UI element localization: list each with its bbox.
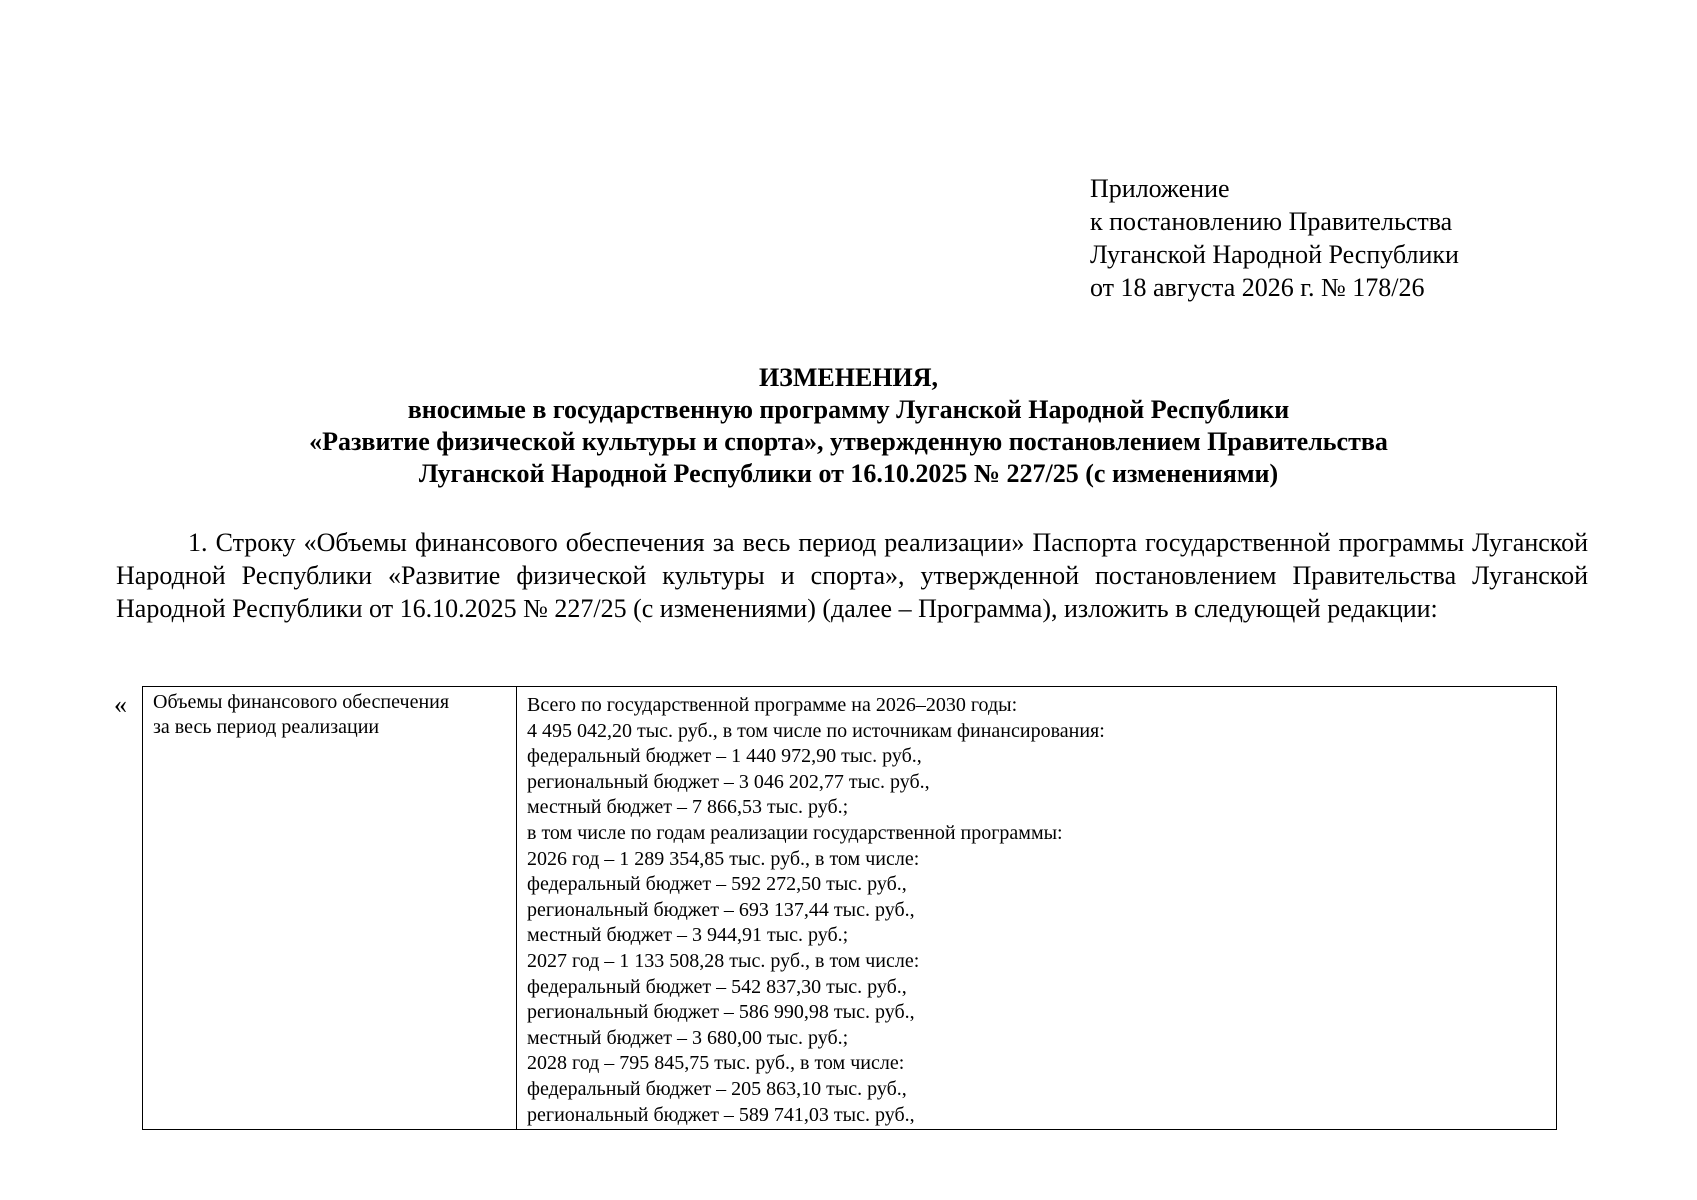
title-line: Луганской Народной Республики от 16.10.2025 № 227/25 (с изменениями) <box>418 459 1279 488</box>
label-line: за весь период реализации <box>153 716 380 738</box>
financing-table <box>142 686 1557 1130</box>
appendix-line: Приложение <box>1090 174 1230 203</box>
label-line: Объемы финансового обеспечения <box>153 691 450 713</box>
value-line: местный бюджет – 3 944,91 тыс. руб.; <box>527 924 849 947</box>
value-line: 4 495 042,20 тыс. руб., в том числе по источникам финансирования: <box>527 719 1105 742</box>
table-value-cell <box>517 687 1556 1129</box>
title-line: вносимые в государственную программу Луганской Народной Республики <box>407 395 1290 424</box>
document-title <box>0 362 1697 490</box>
paragraph-1: 1. Строку «Объемы финансового обеспечения за весь период реализации» Паспорта государственной программы Луганской Народной Республики «Развитие физической культуры и спорта», утвержденной постановлением Правительства Луганской Народной Республики от 16.10.2025 № 227/25 (с изменениями) (далее – Программа), изложить в следующей редакции: <box>116 528 1588 623</box>
value-line: местный бюджет – 7 866,53 тыс. руб.; <box>527 796 849 819</box>
value-line: региональный бюджет – 693 137,44 тыс. руб., <box>527 898 915 921</box>
appendix-line: от 18 августа 2026 г. № 178/26 <box>1090 273 1425 302</box>
appendix-block <box>1090 172 1459 304</box>
value-line: федеральный бюджет – 1 440 972,90 тыс. руб., <box>527 745 922 768</box>
value-line: 2026 год – 1 289 354,85 тыс. руб., в том числе: <box>527 847 920 870</box>
table-label-cell <box>143 687 517 1129</box>
value-line: региональный бюджет – 589 741,03 тыс. руб., <box>527 1103 915 1126</box>
opening-quote: « <box>114 690 127 719</box>
title-line: «Развитие физической культуры и спорта», утвержденную постановлением Правительства <box>309 427 1388 456</box>
appendix-line: к постановлению Правительства <box>1090 207 1453 236</box>
value-line: федеральный бюджет – 592 272,50 тыс. руб., <box>527 873 907 896</box>
value-line: федеральный бюджет – 542 837,30 тыс. руб., <box>527 975 907 998</box>
value-line: региональный бюджет – 586 990,98 тыс. руб., <box>527 1001 915 1024</box>
value-line: региональный бюджет – 3 046 202,77 тыс. руб., <box>527 770 930 793</box>
value-line: Всего по государственной программе на 2026–2030 годы: <box>527 694 1018 716</box>
title-heading: ИЗМЕНЕНИЯ, <box>758 363 939 392</box>
value-line: местный бюджет – 3 680,00 тыс. руб.; <box>527 1026 849 1049</box>
appendix-line: Луганской Народной Республики <box>1090 240 1459 269</box>
value-line: 2028 год – 795 845,75 тыс. руб., в том числе: <box>527 1052 905 1075</box>
value-line: в том числе по годам реализации государственной программы: <box>527 821 1063 844</box>
value-line: федеральный бюджет – 205 863,10 тыс. руб., <box>527 1077 907 1100</box>
value-line: 2027 год – 1 133 508,28 тыс. руб., в том числе: <box>527 949 920 972</box>
